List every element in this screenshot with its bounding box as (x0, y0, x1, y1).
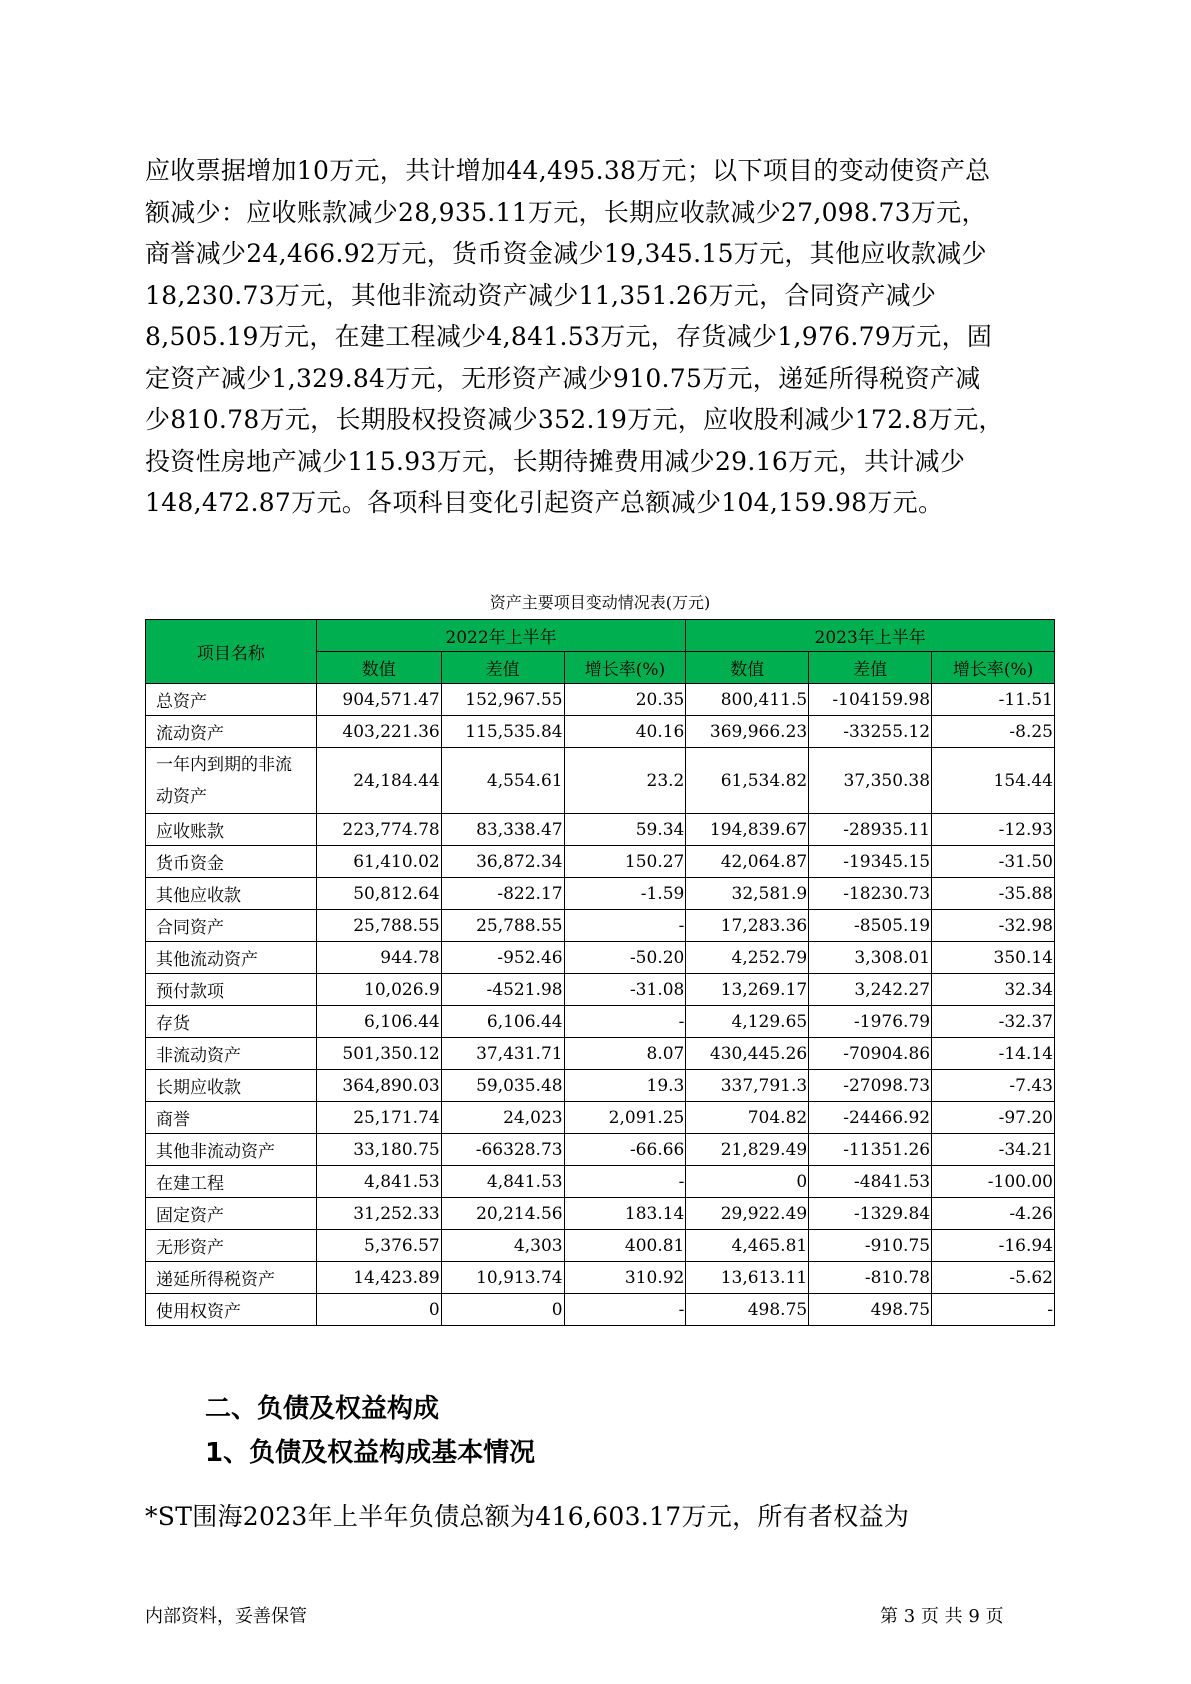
intro-line: 18,230.73万元，其他非流动资产减少11,351.26万元，合同资产减少 (145, 280, 937, 310)
row-name: 固定资产 (146, 1198, 317, 1230)
cell: -810.78 (809, 1262, 932, 1294)
cell: 4,129.65 (686, 1006, 809, 1038)
cell: -104159.98 (809, 684, 932, 716)
table-caption: 资产主要项目变动情况表(万元) (489, 593, 711, 612)
cell: 32,581.9 (686, 878, 809, 910)
cell: -4841.53 (809, 1166, 932, 1198)
cell: 20.35 (564, 684, 686, 716)
section-heading: 二、负债及权益构成 (205, 1394, 440, 1424)
cell: -5.62 (932, 1262, 1055, 1294)
cell: -14.14 (932, 1038, 1055, 1070)
row-name: 商誉 (146, 1102, 317, 1134)
cell: 23.2 (564, 748, 686, 814)
cell: 24,184.44 (316, 748, 441, 814)
cell: 4,841.53 (316, 1166, 441, 1198)
cell: 498.75 (809, 1294, 932, 1326)
cell: 4,465.81 (686, 1230, 809, 1262)
cell: 59.34 (564, 814, 686, 846)
row-name: 非流动资产 (146, 1038, 317, 1070)
table-row (146, 1134, 1055, 1166)
cell: 400.81 (564, 1230, 686, 1262)
cell: 42,064.87 (686, 846, 809, 878)
cell: 337,791.3 (686, 1070, 809, 1102)
row-name: 合同资产 (146, 910, 317, 942)
cell: 115,535.84 (441, 716, 564, 748)
cell: 0 (441, 1294, 564, 1326)
cell: 10,026.9 (316, 974, 441, 1006)
intro-line: 少810.78万元，长期股权投资减少352.19万元，应收股利减少172.8万元， (145, 405, 1004, 434)
table-row (146, 1294, 1055, 1326)
cell: 20,214.56 (441, 1198, 564, 1230)
table-row (146, 1230, 1055, 1262)
intro-paragraph (145, 150, 1045, 524)
cell: 4,554.61 (441, 748, 564, 814)
header-item-name: 项目名称 (146, 620, 317, 684)
asset-change-table (145, 619, 1055, 1326)
cell: -31.50 (932, 846, 1055, 878)
cell: 4,303 (441, 1230, 564, 1262)
cell: 4,252.79 (686, 942, 809, 974)
cell: 501,350.12 (316, 1038, 441, 1070)
table-row (146, 1038, 1055, 1070)
cell: 194,839.67 (686, 814, 809, 846)
row-name (146, 748, 317, 814)
intro-line: 定资产减少1,329.84万元，无形资产减少910.75万元，递延所得税资产减 (145, 363, 981, 393)
row-name: 无形资产 (146, 1230, 317, 1262)
table-row (146, 1006, 1055, 1038)
cell: 310.92 (564, 1262, 686, 1294)
row-name: 预付款项 (146, 974, 317, 1006)
cell: 800,411.5 (686, 684, 809, 716)
cell: 25,171.74 (316, 1102, 441, 1134)
cell: 183.14 (564, 1198, 686, 1230)
header-2022: 2022年上半年 (316, 620, 686, 652)
cell: -18230.73 (809, 878, 932, 910)
cell: 13,269.17 (686, 974, 809, 1006)
cell: 59,035.48 (441, 1070, 564, 1102)
cell: 223,774.78 (316, 814, 441, 846)
cell: 61,410.02 (316, 846, 441, 878)
cell: - (564, 1166, 686, 1198)
row-name: 其他非流动资产 (146, 1134, 317, 1166)
cell: - (564, 910, 686, 942)
cell: 6,106.44 (316, 1006, 441, 1038)
cell: -34.21 (932, 1134, 1055, 1166)
table-row (146, 910, 1055, 942)
cell: 61,534.82 (686, 748, 809, 814)
cell: -32.37 (932, 1006, 1055, 1038)
intro-line: 8,505.19万元，在建工程减少4,841.53万元，存货减少1,976.79万元，固 (145, 322, 993, 351)
cell: 13,613.11 (686, 1262, 809, 1294)
cell: -952.46 (441, 942, 564, 974)
table-row (146, 942, 1055, 974)
table-row (146, 748, 1055, 814)
table-row (146, 814, 1055, 846)
table-header-row (146, 620, 1055, 652)
table-row (146, 684, 1055, 716)
cell: - (564, 1006, 686, 1038)
cell: -4.26 (932, 1198, 1055, 1230)
subsection-heading: 1、负债及权益构成基本情况 (205, 1438, 536, 1468)
cell: - (564, 1294, 686, 1326)
cell: -7.43 (932, 1070, 1055, 1102)
cell: 8.07 (564, 1038, 686, 1070)
cell: 154.44 (932, 748, 1055, 814)
cell: 4,841.53 (441, 1166, 564, 1198)
row-name: 其他应收款 (146, 878, 317, 910)
cell: -8.25 (932, 716, 1055, 748)
cell: 29,922.49 (686, 1198, 809, 1230)
cell: 369,966.23 (686, 716, 809, 748)
table-row (146, 716, 1055, 748)
cell: - (932, 1294, 1055, 1326)
subheader-growth: 增长率(%) (564, 652, 686, 684)
footer-confidential-note: 内部资料，妥善保管 (145, 1606, 307, 1627)
cell: 10,913.74 (441, 1262, 564, 1294)
intro-line: 148,472.87万元。各项科目变化引起资产总额减少104,159.98万元。 (145, 488, 944, 517)
cell: 25,788.55 (441, 910, 564, 942)
cell: 32.34 (932, 974, 1055, 1006)
cell: 31,252.33 (316, 1198, 441, 1230)
row-name: 流动资产 (146, 716, 317, 748)
cell: 704.82 (686, 1102, 809, 1134)
cell: 17,283.36 (686, 910, 809, 942)
cell: -27098.73 (809, 1070, 932, 1102)
cell: 152,967.55 (441, 684, 564, 716)
cell: -1.59 (564, 878, 686, 910)
cell: 904,571.47 (316, 684, 441, 716)
row-name: 在建工程 (146, 1166, 317, 1198)
table-row (146, 1262, 1055, 1294)
cell: -66328.73 (441, 1134, 564, 1166)
liability-paragraph: *ST围海2023年上半年负债总额为416,603.17万元，所有者权益为 (145, 1502, 910, 1531)
cell: 430,445.26 (686, 1038, 809, 1070)
cell: 5,376.57 (316, 1230, 441, 1262)
footer-page-number: 第 3 页 共 9 页 (880, 1606, 1004, 1627)
cell: -910.75 (809, 1230, 932, 1262)
cell: 21,829.49 (686, 1134, 809, 1166)
cell: 3,308.01 (809, 942, 932, 974)
row-name: 其他流动资产 (146, 942, 317, 974)
cell: 83,338.47 (441, 814, 564, 846)
subheader-value: 数值 (316, 652, 441, 684)
cell: -8505.19 (809, 910, 932, 942)
table-row (146, 1166, 1055, 1198)
cell: 364,890.03 (316, 1070, 441, 1102)
row-name: 使用权资产 (146, 1294, 317, 1326)
cell: -70904.86 (809, 1038, 932, 1070)
subheader-value: 数值 (686, 652, 809, 684)
cell: 403,221.36 (316, 716, 441, 748)
intro-line: 投资性房地产减少115.93万元，长期待摊费用减少29.16万元，共计减少 (145, 446, 966, 476)
table-row (146, 1070, 1055, 1102)
cell: -11351.26 (809, 1134, 932, 1166)
cell: -12.93 (932, 814, 1055, 846)
cell: 36,872.34 (441, 846, 564, 878)
cell: -66.66 (564, 1134, 686, 1166)
cell: 0 (686, 1166, 809, 1198)
cell: 40.16 (564, 716, 686, 748)
cell: -97.20 (932, 1102, 1055, 1134)
header-2023: 2023年上半年 (686, 620, 1055, 652)
cell: 3,242.27 (809, 974, 932, 1006)
cell: -32.98 (932, 910, 1055, 942)
cell: -1329.84 (809, 1198, 932, 1230)
intro-line: 商誉减少24,466.92万元，货币资金减少19,345.15万元，其他应收款减少 (145, 239, 987, 268)
row-name: 应收账款 (146, 814, 317, 846)
cell: -4521.98 (441, 974, 564, 1006)
cell: 37,350.38 (809, 748, 932, 814)
row-name: 递延所得税资产 (146, 1262, 317, 1294)
cell: 498.75 (686, 1294, 809, 1326)
cell: 150.27 (564, 846, 686, 878)
cell: -33255.12 (809, 716, 932, 748)
cell: -822.17 (441, 878, 564, 910)
cell: 19.3 (564, 1070, 686, 1102)
table-row (146, 846, 1055, 878)
table-row (146, 1198, 1055, 1230)
row-name: 总资产 (146, 684, 317, 716)
cell: 2,091.25 (564, 1102, 686, 1134)
subheader-diff: 差值 (441, 652, 564, 684)
table-row (146, 1102, 1055, 1134)
cell: 350.14 (932, 942, 1055, 974)
cell: 25,788.55 (316, 910, 441, 942)
row-name: 长期应收款 (146, 1070, 317, 1102)
cell: -100.00 (932, 1166, 1055, 1198)
cell: -24466.92 (809, 1102, 932, 1134)
cell: -1976.79 (809, 1006, 932, 1038)
cell: -11.51 (932, 684, 1055, 716)
cell: -16.94 (932, 1230, 1055, 1262)
cell: 37,431.71 (441, 1038, 564, 1070)
row-name-line: 动资产 (156, 786, 207, 807)
subheader-diff: 差值 (809, 652, 932, 684)
row-name: 存货 (146, 1006, 317, 1038)
intro-line: 额减少：应收账款减少28,935.11万元，长期应收款减少27,098.73万元， (145, 197, 987, 227)
cell: 24,023 (441, 1102, 564, 1134)
cell: 33,180.75 (316, 1134, 441, 1166)
row-name: 货币资金 (146, 846, 317, 878)
table-row (146, 878, 1055, 910)
subheader-growth: 增长率(%) (932, 652, 1055, 684)
intro-line: 应收票据增加10万元，共计增加44,495.38万元；以下项目的变动使资产总 (145, 156, 991, 185)
cell: -19345.15 (809, 846, 932, 878)
cell: -28935.11 (809, 814, 932, 846)
cell: -31.08 (564, 974, 686, 1006)
cell: 14,423.89 (316, 1262, 441, 1294)
cell: 6,106.44 (441, 1006, 564, 1038)
table-row (146, 974, 1055, 1006)
row-name-line: 一年内到期的非流 (156, 754, 292, 775)
cell: 0 (316, 1294, 441, 1326)
cell: -50.20 (564, 942, 686, 974)
cell: 50,812.64 (316, 878, 441, 910)
cell: -35.88 (932, 878, 1055, 910)
cell: 944.78 (316, 942, 441, 974)
